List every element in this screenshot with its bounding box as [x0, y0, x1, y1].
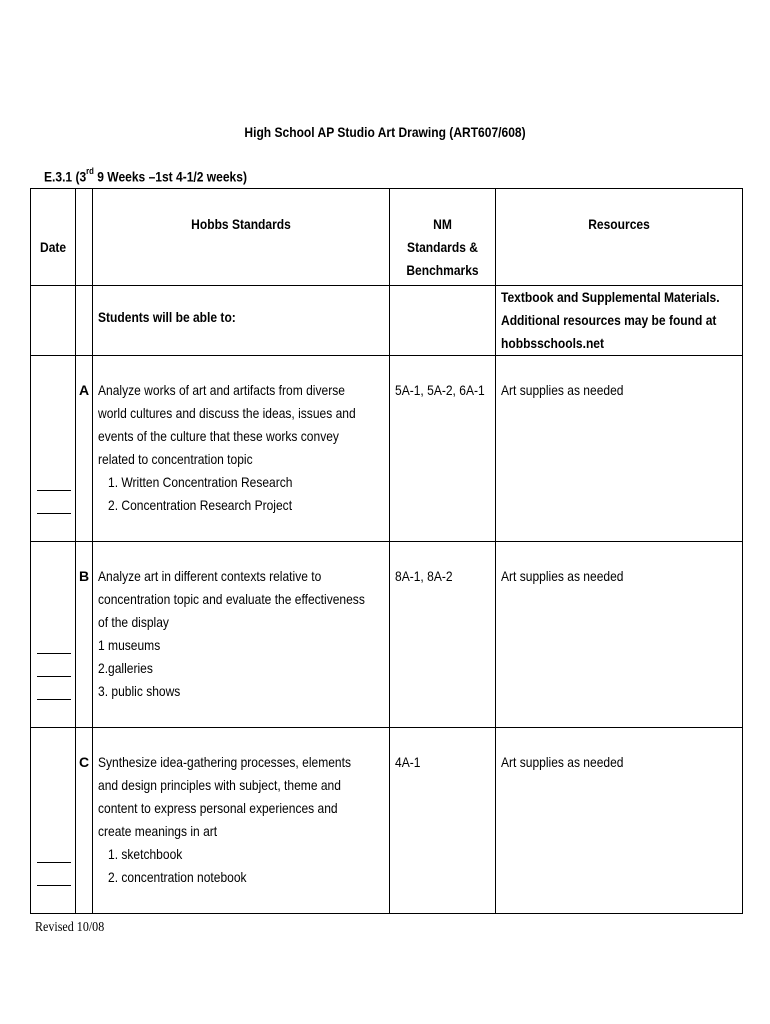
objective-line: 3. public shows	[98, 683, 181, 699]
section-suffix: 9 Weeks –1st 4-1/2 weeks)	[93, 168, 247, 185]
objective-line: Synthesize idea-gathering processes, elements	[98, 754, 351, 770]
date-cell	[31, 356, 76, 542]
resources-value: Art supplies as needed	[501, 568, 624, 584]
resources-cell	[496, 542, 743, 728]
letter-header-cell	[76, 189, 93, 286]
resources-cell	[496, 728, 743, 914]
table-row	[31, 728, 743, 914]
table-subheader-row	[31, 286, 743, 356]
nm-benchmark-cell	[390, 356, 496, 542]
objective-item-text: 2. Concentration Research Project	[108, 497, 293, 513]
objective-list-item	[98, 494, 389, 517]
students-able-label: Students will be able to:	[98, 309, 236, 325]
objective-line: content to express personal experiences and	[98, 800, 338, 816]
table-row	[31, 542, 743, 728]
objective-item-text: 2. concentration notebook	[108, 869, 247, 885]
objective-item-text: 1. Written Concentration Research	[108, 474, 293, 490]
objective-line: 2.galleries	[98, 660, 153, 676]
letter-cell	[76, 286, 93, 356]
row-letter-cell	[76, 542, 93, 728]
row-letter: C	[78, 754, 90, 770]
nm-benchmark: 4A-1	[395, 754, 421, 770]
students-cell	[93, 286, 390, 356]
resources-header: Resources	[588, 216, 650, 232]
resources-note-line: Additional resources may be found at	[501, 312, 717, 328]
date-blank-line	[37, 699, 71, 700]
objective-line: create meanings in art	[98, 823, 218, 839]
objective-item-text: 1. sketchbook	[108, 846, 183, 862]
row-letter-cell	[76, 356, 93, 542]
resources-note-line: hobbsschools.net	[501, 335, 605, 351]
nm-header-line: Benchmarks	[406, 262, 479, 278]
date-blank-line	[37, 862, 71, 863]
resources-header-cell	[496, 189, 743, 286]
objective-line: of the display	[98, 614, 169, 630]
date-blank-line	[37, 490, 71, 491]
table-header-row	[31, 189, 743, 286]
objective-list-item	[98, 471, 389, 494]
objective-list-item	[98, 866, 389, 889]
resources-note-line: Textbook and Supplemental Materials.	[501, 289, 720, 305]
hobbs-standards-header: Hobbs Standards	[191, 216, 291, 232]
section-prefix: E.3.1 (3	[44, 168, 87, 185]
nm-header-line: Standards &	[407, 239, 478, 255]
row-letter: A	[78, 382, 90, 398]
section-heading	[44, 168, 247, 185]
section-superscript: rd	[86, 166, 94, 176]
standards-table	[30, 188, 743, 914]
objective-line: related to concentration topic	[98, 451, 253, 467]
document-title: High School AP Studio Art Drawing (ART607/608)	[244, 124, 526, 140]
resources-cell	[496, 356, 743, 542]
resources-note-cell	[496, 286, 743, 356]
objective-line: events of the culture that these works convey	[98, 428, 339, 444]
resources-value: Art supplies as needed	[501, 754, 624, 770]
objective-list-item	[98, 843, 389, 866]
resources-value: Art supplies as needed	[501, 382, 624, 398]
date-cell	[31, 542, 76, 728]
objective-line: and design principles with subject, theme and	[98, 777, 341, 793]
date-cell	[31, 728, 76, 914]
objective-cell	[93, 542, 390, 728]
objective-cell	[93, 728, 390, 914]
objective-cell	[93, 356, 390, 542]
date-blank-line	[37, 885, 71, 886]
row-letter: B	[78, 568, 90, 584]
date-header: Date	[40, 239, 67, 255]
objective-line: world cultures and discuss the ideas, issues and	[98, 405, 356, 421]
nm-header-line: NM	[433, 216, 452, 232]
nm-benchmark-cell	[390, 542, 496, 728]
objective-line: concentration topic and evaluate the effectiveness	[98, 591, 365, 607]
objective-line: Analyze works of art and artifacts from diverse	[98, 382, 345, 398]
row-letter-cell	[76, 728, 93, 914]
nm-header-cell	[390, 189, 496, 286]
revision-footer: Revised 10/08	[35, 920, 105, 935]
nm-benchmark: 5A-1, 5A-2, 6A-1	[395, 382, 485, 398]
date-header-cell	[31, 189, 76, 286]
objective-line: 1 museums	[98, 637, 161, 653]
nm-benchmark-cell	[390, 728, 496, 914]
nm-benchmark: 8A-1, 8A-2	[395, 568, 453, 584]
date-blank-line	[37, 676, 71, 677]
hobbs-header-cell	[93, 189, 390, 286]
nm-cell	[390, 286, 496, 356]
table-row	[31, 356, 743, 542]
date-cell	[31, 286, 76, 356]
objective-line: Analyze art in different contexts relative to	[98, 568, 322, 584]
date-blank-line	[37, 513, 71, 514]
date-blank-line	[37, 653, 71, 654]
